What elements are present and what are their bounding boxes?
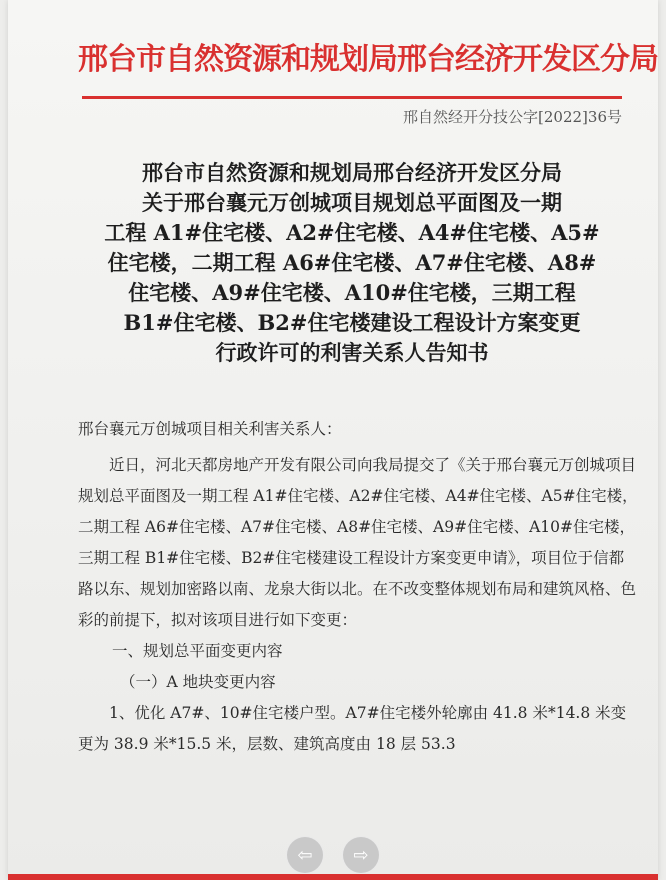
- document-body: [78, 414, 638, 760]
- salutation: 邢台襄元万创城项目相关利害关系人：: [78, 420, 342, 438]
- paragraph: 近日，河北天都房地产开发有限公司向我局提交了《关于邢台襄元万创城项目规划总平面图及一期工程 A1#住宅楼、A2#住宅楼、A4#住宅楼、A5#住宅楼，二期工程 A6#住宅楼、A7#住宅楼、A8#住宅楼、A9#住宅楼、A10#住宅楼，三期工程 B1#住宅楼、B2#住宅楼建设工程设计方案变更申请》，项目位于信都路以东、规划加密路以南、龙泉大街以北。在不改变整体规划布局和建筑风格、色彩的前提下，拟对该项目进行如下变更：: [78, 456, 638, 629]
- bottom-red-band: [8, 874, 658, 880]
- arrow-right-icon: ⇨: [353, 844, 369, 866]
- arrow-left-icon: ⇦: [297, 844, 313, 866]
- heading-line: 行政许可的利害关系人告知书: [215, 340, 489, 365]
- heading-line: 邢台市自然资源和规划局邢台经济开发区分局: [142, 160, 562, 185]
- heading-line: 住宅楼，二期工程 A6#住宅楼、A7#住宅楼、A8#: [107, 250, 597, 275]
- document-number: 邢自然经开分技公字[2022]36号: [403, 108, 622, 126]
- agency-header-title: 邢台市自然资源和规划局邢台经济开发区分局: [78, 42, 658, 77]
- previous-page-button[interactable]: [286, 836, 324, 874]
- red-separator-line: [82, 96, 622, 99]
- heading-line: 工程 A1#住宅楼、A2#住宅楼、A4#住宅楼、A5#: [104, 220, 600, 245]
- document-heading: [70, 158, 634, 368]
- subsection-heading: （一）A 地块变更内容: [120, 673, 276, 691]
- next-page-button[interactable]: [342, 836, 380, 874]
- paragraph: 1、优化 A7#、10#住宅楼户型。A7#住宅楼外轮廓由 41.8 米*14.8 米变更为 38.9 米*15.5 米，层数、建筑高度由 18 层 53.3: [78, 704, 627, 753]
- heading-line: 关于邢台襄元万创城项目规划总平面图及一期: [142, 190, 562, 215]
- heading-line: 住宅楼、A9#住宅楼、A10#住宅楼，三期工程: [128, 280, 576, 305]
- heading-line: B1#住宅楼、B2#住宅楼建设工程设计方案变更: [123, 310, 581, 335]
- section-heading: 一、规划总平面变更内容: [112, 642, 283, 660]
